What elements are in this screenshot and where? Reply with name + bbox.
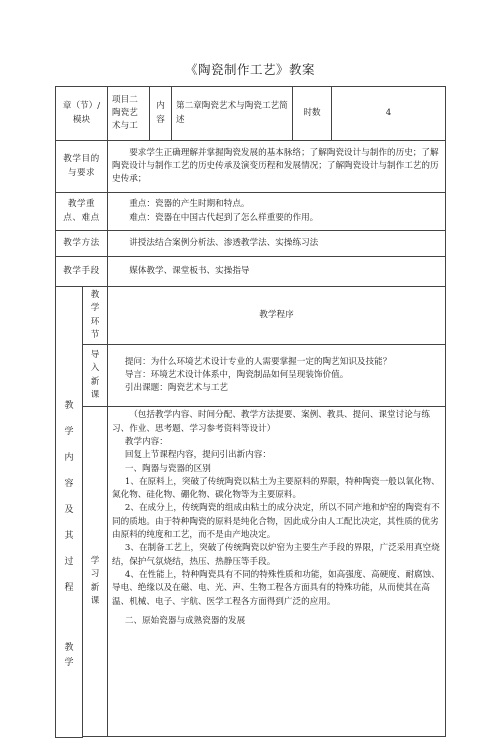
intro-label-line1: 导入 <box>90 350 100 374</box>
side-label-bottom-char: 学 <box>64 657 74 668</box>
paragraph-4: 4、在性能上，特种陶瓷具有不同的特殊性质和功能，如高强度、高硬度、耐腐蚀、导电、绝缘以及在磁、电、光、声、生物工程各方面具有的特殊功能，从而使其在高温、机械、电子、宇航、医学工程各方面得到广泛的应用。 <box>112 570 440 607</box>
key-point-line: 重点：瓷器的产生时期和特点。 <box>129 199 250 210</box>
intro-preface: 导言：环境艺术设计体系中，陶瓷制品如何呈现装饰价值。 <box>124 370 349 381</box>
side-label-char: 容 <box>64 478 74 489</box>
process-side-label-text <box>64 393 74 601</box>
side-label-char: 过 <box>64 556 74 567</box>
difficult-point-line: 难点：瓷器在中国古代起到了怎么样重要的作用。 <box>129 212 319 223</box>
intro-row <box>56 345 446 407</box>
side-label-bottom-char: 教 <box>64 642 74 653</box>
objectives-text: 要求学生正确理解并掌握陶瓷发展的基本脉络；了解陶瓷设计与制作的历史；了解陶瓷设计与制作工艺的历史传承及演变历程和发展情况；了解陶瓷设计与制作工艺的历史传承； <box>112 147 439 185</box>
intro-label-line2: 新课 <box>90 376 100 401</box>
new-lesson-label-line1: 学习 <box>90 556 100 580</box>
key-points-label: 教学重点、难点 <box>56 193 108 231</box>
lesson-plan-table <box>55 86 446 738</box>
section-heading-1: 一、陶器与瓷器的区别 <box>124 463 211 474</box>
objectives-label: 教学目的与要求 <box>56 141 108 193</box>
hours-value: 4 <box>332 87 446 141</box>
program-header: 教学程序 <box>108 287 446 345</box>
hours-label: 时数 <box>293 87 332 141</box>
methods-label: 教学方法 <box>56 231 108 257</box>
side-label-char: 其 <box>64 530 74 541</box>
intro-question: 提问：为什么环境艺术设计专业的人需要掌握一定的陶艺知识及技能？ <box>124 356 392 367</box>
key-points-row <box>56 193 446 231</box>
new-lesson-note: （包括教学内容、时间分配、教学方法提要、案例、教具、提问、课堂讨论与练习、作业、思考题、学习参考资料等设计） <box>112 410 430 434</box>
side-label-char: 程 <box>64 582 74 593</box>
process-header-row <box>56 287 446 345</box>
paragraph-3: 3、在制备工艺上，突破了传统陶瓷以炉窑为主要生产手段的界限，广泛采用真空烧结，保护气氛烧结，热压、热静压等手段。 <box>112 543 440 567</box>
methods-row <box>56 231 446 257</box>
intro-topic: 引出课题：陶瓷艺术与工艺 <box>124 383 229 394</box>
chapter-label: 章（节）/模块 <box>56 87 108 141</box>
means-row <box>56 257 446 287</box>
new-lesson-label-line2: 新课 <box>90 582 100 607</box>
methods-text: 讲授法结合案例分析法、渗透教学法、实操练习法 <box>129 237 319 248</box>
side-label-char: 及 <box>64 504 74 515</box>
header-row <box>56 87 446 141</box>
process-side-label-bottom-text <box>64 641 74 671</box>
objectives-row <box>56 141 446 193</box>
content-value: 第二章陶瓷艺术与陶瓷工艺简述 <box>172 87 293 141</box>
new-lesson-row <box>56 407 446 737</box>
paragraph-2: 2、在成分上，传统陶瓷的组成由粘土的成分决定，所以不同产地和炉窑的陶瓷有不同的质地。由于特种陶瓷的原料是纯化合物，因此成分由人工配比决定，其性质的优劣由原料的纯度和工艺，而不是由产地决定。 <box>112 503 440 541</box>
content-title: 教学内容： <box>124 436 168 447</box>
section-heading-2: 二、原始瓷器与成熟瓷器的发展 <box>124 615 246 626</box>
side-label-char: 教 <box>64 400 74 411</box>
means-label: 教学手段 <box>56 257 108 287</box>
means-text: 媒体教学、课堂板书、实操指导 <box>129 265 250 276</box>
side-label-char: 内 <box>64 452 74 463</box>
side-label-char: 学 <box>64 426 74 437</box>
review-line: 回复上节课程内容，提问引出新内容： <box>124 450 271 461</box>
process-side-label <box>56 287 83 738</box>
step-header: 教学环节 <box>83 287 108 345</box>
content-label: 内容 <box>150 87 172 141</box>
document-title: 《陶瓷制作工艺》教案 <box>184 62 315 77</box>
chapter-value: 项目二陶瓷艺术与工 <box>108 87 150 141</box>
paragraph-1: 1、在原料上，突破了传统陶瓷以粘土为主要原料的界限，特种陶瓷一般以氧化物、氮化物、硅化物、硼化物、碳化物等为主要原料。 <box>112 476 440 501</box>
